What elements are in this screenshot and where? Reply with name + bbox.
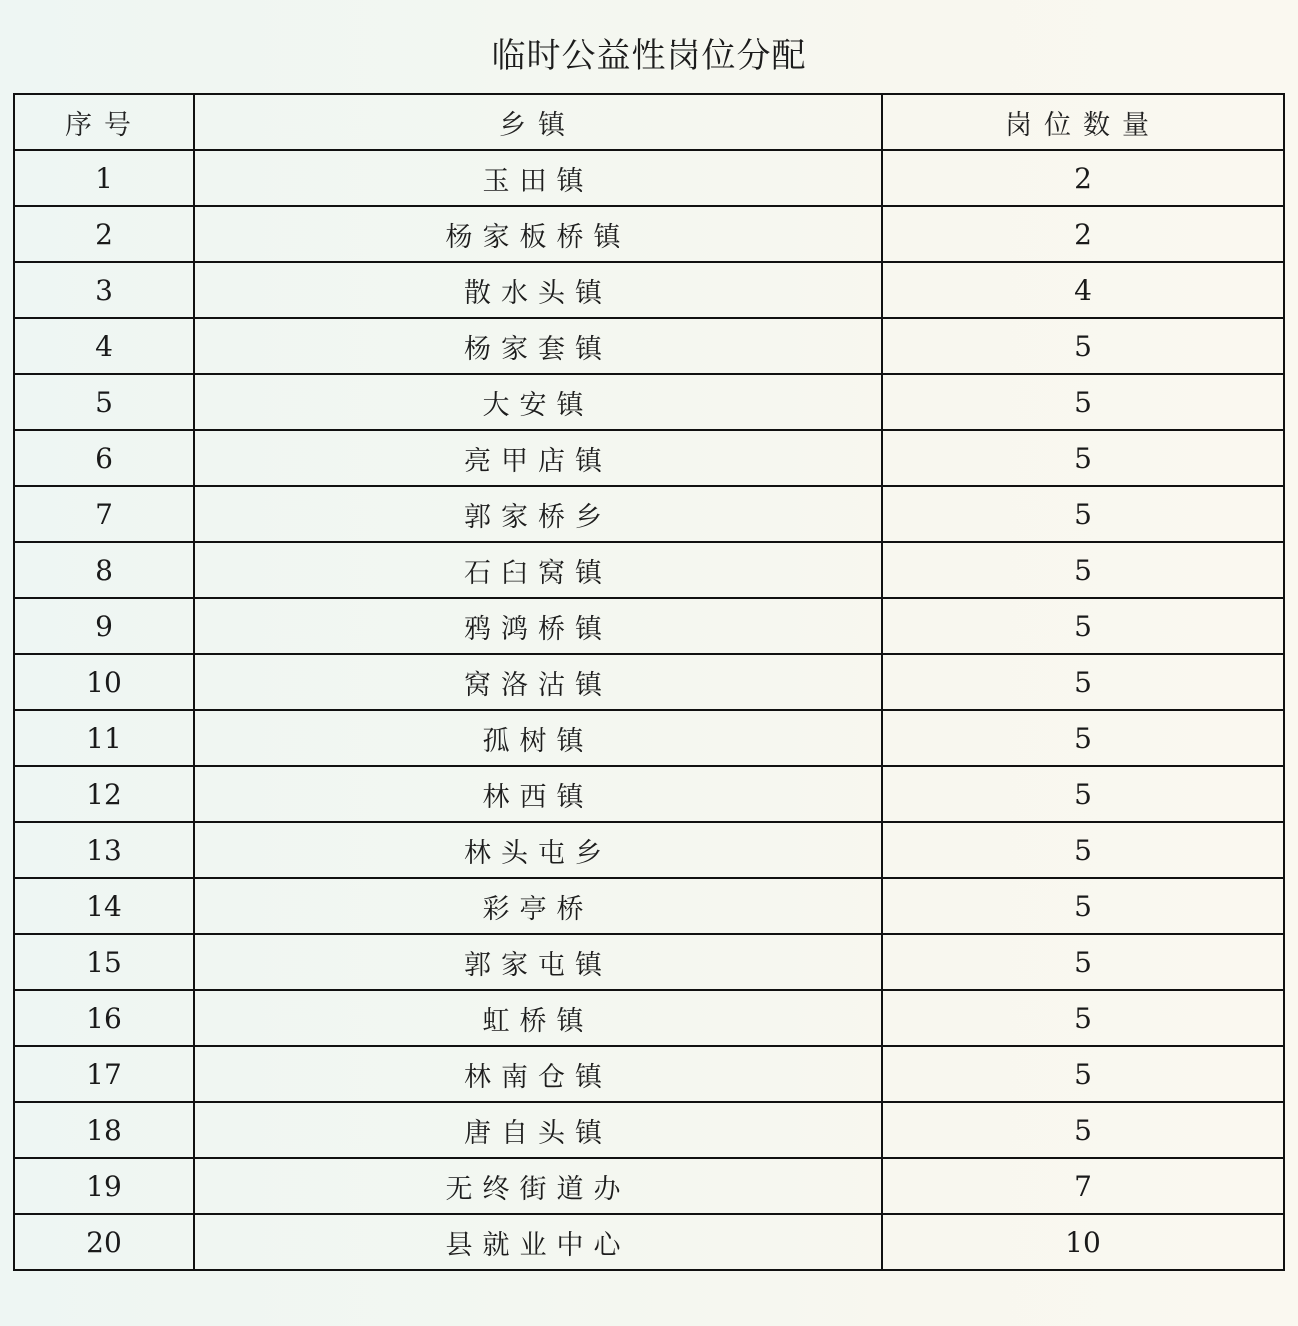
cell-quantity: 5 [882, 598, 1284, 654]
cell-index: 8 [14, 542, 194, 598]
cell-town: 彩亭桥 [194, 878, 882, 934]
document-title: 临时公益性岗位分配 [491, 36, 807, 76]
cell-quantity: 5 [882, 934, 1284, 990]
cell-index: 17 [14, 1046, 194, 1102]
table-row [14, 262, 1284, 318]
table-row [14, 1046, 1284, 1102]
cell-town: 唐自头镇 [194, 1102, 882, 1158]
header-index: 序号 [14, 94, 194, 150]
cell-town: 郭家桥乡 [194, 486, 882, 542]
cell-quantity: 5 [882, 878, 1284, 934]
cell-index: 10 [14, 654, 194, 710]
table-row [14, 598, 1284, 654]
header-town: 乡镇 [194, 94, 882, 150]
header-quantity: 岗位数量 [882, 94, 1284, 150]
cell-town: 亮甲店镇 [194, 430, 882, 486]
allocation-table [13, 93, 1285, 1271]
table-row [14, 374, 1284, 430]
cell-town: 林西镇 [194, 766, 882, 822]
table-header-row [14, 94, 1284, 150]
cell-quantity: 5 [882, 486, 1284, 542]
cell-index: 4 [14, 318, 194, 374]
cell-quantity: 5 [882, 710, 1284, 766]
cell-town: 杨家板桥镇 [194, 206, 882, 262]
table-body [14, 150, 1284, 1270]
cell-quantity: 5 [882, 990, 1284, 1046]
cell-quantity: 2 [882, 206, 1284, 262]
cell-index: 16 [14, 990, 194, 1046]
cell-town: 窝洛沽镇 [194, 654, 882, 710]
cell-quantity: 4 [882, 262, 1284, 318]
cell-quantity: 5 [882, 542, 1284, 598]
cell-quantity: 5 [882, 1102, 1284, 1158]
cell-town: 大安镇 [194, 374, 882, 430]
table-row [14, 1214, 1284, 1270]
table-row [14, 822, 1284, 878]
table-row [14, 1102, 1284, 1158]
table-row [14, 542, 1284, 598]
cell-index: 19 [14, 1158, 194, 1214]
cell-quantity: 7 [882, 1158, 1284, 1214]
cell-town: 石臼窝镇 [194, 542, 882, 598]
cell-index: 1 [14, 150, 194, 206]
cell-index: 11 [14, 710, 194, 766]
cell-town: 鸦鸿桥镇 [194, 598, 882, 654]
cell-town: 林南仓镇 [194, 1046, 882, 1102]
cell-index: 7 [14, 486, 194, 542]
table-row [14, 430, 1284, 486]
cell-quantity: 5 [882, 318, 1284, 374]
cell-index: 13 [14, 822, 194, 878]
table-row [14, 1158, 1284, 1214]
cell-town: 杨家套镇 [194, 318, 882, 374]
cell-quantity: 5 [882, 822, 1284, 878]
cell-index: 12 [14, 766, 194, 822]
table-row [14, 654, 1284, 710]
table-row [14, 710, 1284, 766]
cell-town: 虹桥镇 [194, 990, 882, 1046]
cell-index: 5 [14, 374, 194, 430]
table-row [14, 766, 1284, 822]
cell-quantity: 5 [882, 430, 1284, 486]
cell-index: 14 [14, 878, 194, 934]
cell-town: 郭家屯镇 [194, 934, 882, 990]
cell-quantity: 5 [882, 654, 1284, 710]
table-row [14, 150, 1284, 206]
table-row [14, 206, 1284, 262]
table-row [14, 990, 1284, 1046]
cell-town: 孤树镇 [194, 710, 882, 766]
cell-town: 无终街道办 [194, 1158, 882, 1214]
cell-town: 玉田镇 [194, 150, 882, 206]
cell-town: 林头屯乡 [194, 822, 882, 878]
table-row [14, 934, 1284, 990]
table-row [14, 486, 1284, 542]
cell-index: 18 [14, 1102, 194, 1158]
cell-index: 6 [14, 430, 194, 486]
cell-index: 9 [14, 598, 194, 654]
cell-town: 县就业中心 [194, 1214, 882, 1270]
cell-quantity: 5 [882, 766, 1284, 822]
cell-quantity: 5 [882, 374, 1284, 430]
table-row [14, 318, 1284, 374]
cell-quantity: 2 [882, 150, 1284, 206]
table-row [14, 878, 1284, 934]
cell-index: 2 [14, 206, 194, 262]
cell-quantity: 5 [882, 1046, 1284, 1102]
cell-index: 3 [14, 262, 194, 318]
cell-town: 散水头镇 [194, 262, 882, 318]
cell-quantity: 10 [882, 1214, 1284, 1270]
cell-index: 20 [14, 1214, 194, 1270]
cell-index: 15 [14, 934, 194, 990]
